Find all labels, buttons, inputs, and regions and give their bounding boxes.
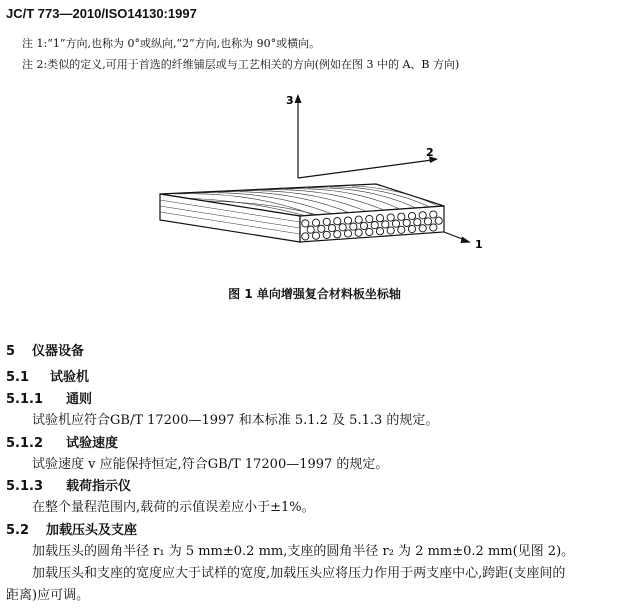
axis-3-label: 3 [286, 94, 294, 107]
section-number: 5.1 [6, 370, 30, 385]
section-number: 5.1.1 [6, 392, 44, 407]
section-title: 加载压头及支座 [46, 523, 138, 538]
axis-1-label: 1 [475, 238, 483, 251]
axis-3-arrow [295, 94, 302, 103]
paragraph-5-1-1: 试验机应符合GB/T 17200—1997 和本标准 5.1.2 及 5.1.3 的规定。 [32, 413, 439, 428]
paragraph-5-1-3: 在整个量程范围内,载荷的示值误差应小于±1%。 [32, 500, 315, 515]
composite-plate-diagram [140, 82, 500, 272]
note-2: 注 2:类似的定义,可用于首选的纤维铺层或与工艺相关的方向(例如在图 3 中的 A、B 方向) [22, 58, 460, 71]
section-title: 通则 [66, 392, 93, 407]
section-number: 5.1.2 [6, 436, 44, 451]
axis-1-arrow [461, 237, 472, 244]
paragraph-5-2-a: 加载压头的圆角半径 r₁ 为 5 mm±0.2 mm,支座的圆角半径 r₂ 为 2 mm±0.2 mm(见图 2)。 [32, 544, 575, 559]
note-1: 注 1:“1”方向,也称为 0°或纵向,“2”方向,也称为 90°或横向。 [22, 37, 321, 50]
axis-2-label: 2 [426, 146, 434, 159]
section-5 [6, 340, 84, 359]
figure-1 [140, 82, 500, 272]
figure-caption: 图 1 单向增强复合材料板坐标轴 [228, 287, 401, 301]
section-5-1-1 [6, 388, 92, 407]
section-5-1-2 [6, 432, 118, 451]
paragraph-5-1-2: 试验速度 v 应能保持恒定,符合GB/T 17200—1997 的规定。 [32, 457, 389, 472]
axis-2-line [298, 160, 432, 178]
section-number: 5.1.3 [6, 479, 44, 494]
section-number: 5.2 [6, 523, 30, 538]
section-5-1 [6, 366, 89, 385]
section-title: 仪器设备 [32, 344, 85, 359]
section-title: 试验速度 [66, 436, 119, 451]
section-5-1-3 [6, 475, 131, 494]
paragraph-5-2-c: 距离)应可调。 [6, 588, 90, 603]
section-title: 试验机 [50, 370, 90, 385]
document-header: JC/T 773—2010/ISO14130:1997 [6, 6, 197, 21]
paragraph-5-2-b: 加载压头和支座的宽度应大于试样的宽度,加载压头应将压力作用于两支座中心,跨距(支座间的 [32, 566, 566, 581]
section-title: 载荷指示仪 [66, 479, 132, 494]
section-number: 5 [6, 344, 16, 359]
section-5-2 [6, 519, 137, 538]
